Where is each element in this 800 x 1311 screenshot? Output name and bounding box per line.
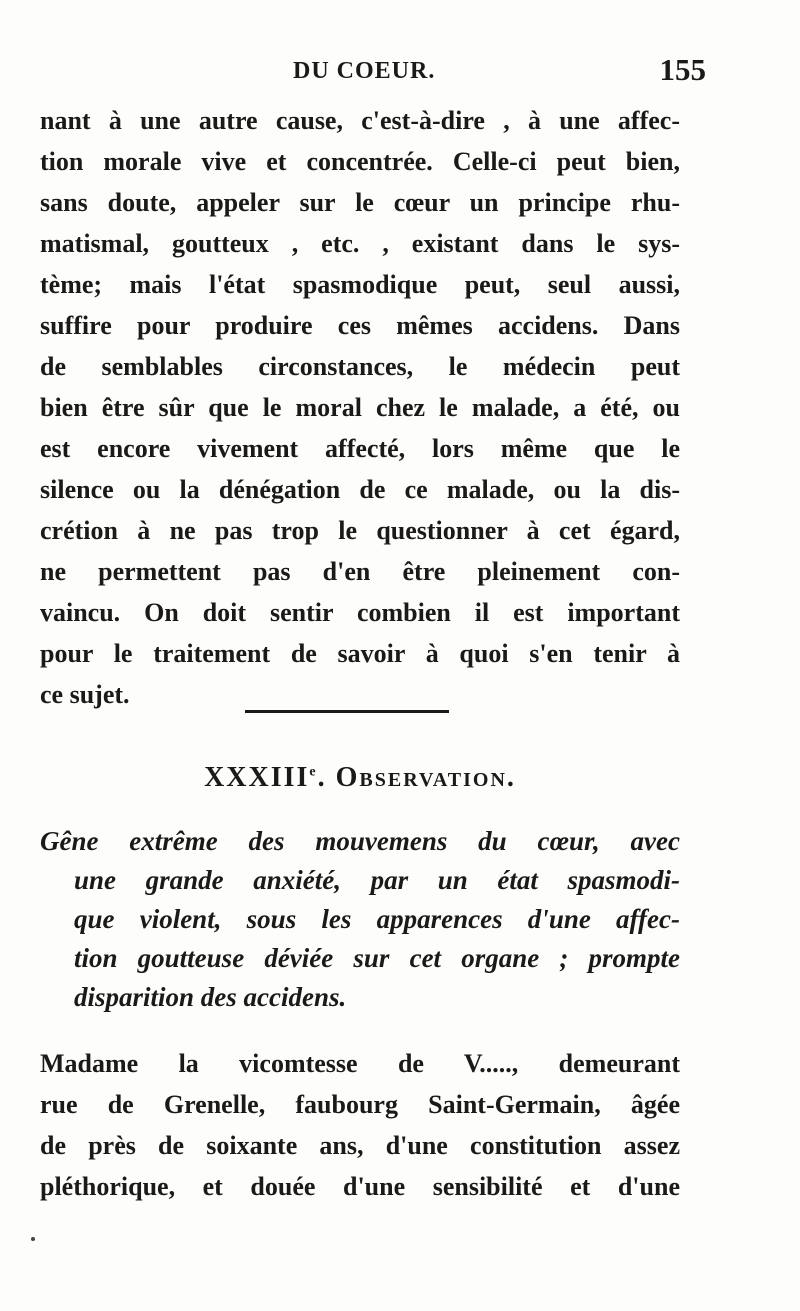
text-line: tion morale vive et concentrée. Celle-ci peut bien, <box>40 147 680 176</box>
text-line: pléthorique, et douée d'une sensibilité et d'une <box>40 1172 680 1201</box>
summary-line: une grande anxiété, par un état spasmodi- <box>74 865 680 895</box>
summary-line: que violent, sous les apparences d'une affec- <box>74 904 680 934</box>
text-line: de semblables circonstances, le médecin peut <box>40 352 680 381</box>
text-line: Madame la vicomtesse de V....., demeurant <box>40 1049 680 1078</box>
summary-line: tion goutteuse déviée sur cet organe ; prompte <box>74 943 680 973</box>
text-line: nant à une autre cause, c'est-à-dire , à une affec- <box>40 106 680 135</box>
ink-speck <box>31 1237 35 1241</box>
text-line: bien être sûr que le moral chez le malade, a été, ou <box>40 393 680 422</box>
text-line: matismal, goutteux , etc. , existant dans le sys- <box>40 229 680 258</box>
summary-line: disparition des accidens. <box>74 982 347 1012</box>
case-paragraph <box>40 1043 680 1207</box>
paragraph-continued <box>40 100 680 715</box>
text-line: de près de soixante ans, d'une constitution assez <box>40 1131 680 1160</box>
observation-number: XXXIIIe <box>204 762 318 793</box>
text-line: rue de Grenelle, faubourg Saint-Germain, âgée <box>40 1090 680 1119</box>
text-line: pour le traitement de savoir à quoi s'en tenir à <box>40 639 680 668</box>
observation-number-suffix: e <box>309 764 318 780</box>
text-line: silence ou la dénégation de ce malade, ou la dis- <box>40 475 680 504</box>
section-divider <box>245 710 449 713</box>
text-line: vaincu. On doit sentir combien il est important <box>40 598 680 627</box>
text-line: sans doute, appeler sur le cœur un principe rhu- <box>40 188 680 217</box>
observation-heading <box>0 762 720 794</box>
text-line: suffire pour produire ces mêmes accidens. Dans <box>40 311 680 340</box>
text-line: tème; mais l'état spasmodique peut, seul aussi, <box>40 270 680 299</box>
page-number: 155 <box>659 52 706 87</box>
text-line: ne permettent pas d'en être pleinement con- <box>40 557 680 586</box>
observation-label: . Observation. <box>317 762 516 793</box>
running-title: DU COEUR. <box>293 58 436 84</box>
summary-line: Gêne extrême des mouvemens du cœur, avec <box>40 826 680 856</box>
running-head <box>60 52 710 92</box>
text-line: est encore vivement affecté, lors même que le <box>40 434 680 463</box>
text-line: ce sujet. <box>40 680 130 709</box>
observation-summary <box>40 822 680 1017</box>
text-line: crétion à ne pas trop le questionner à cet égard, <box>40 516 680 545</box>
